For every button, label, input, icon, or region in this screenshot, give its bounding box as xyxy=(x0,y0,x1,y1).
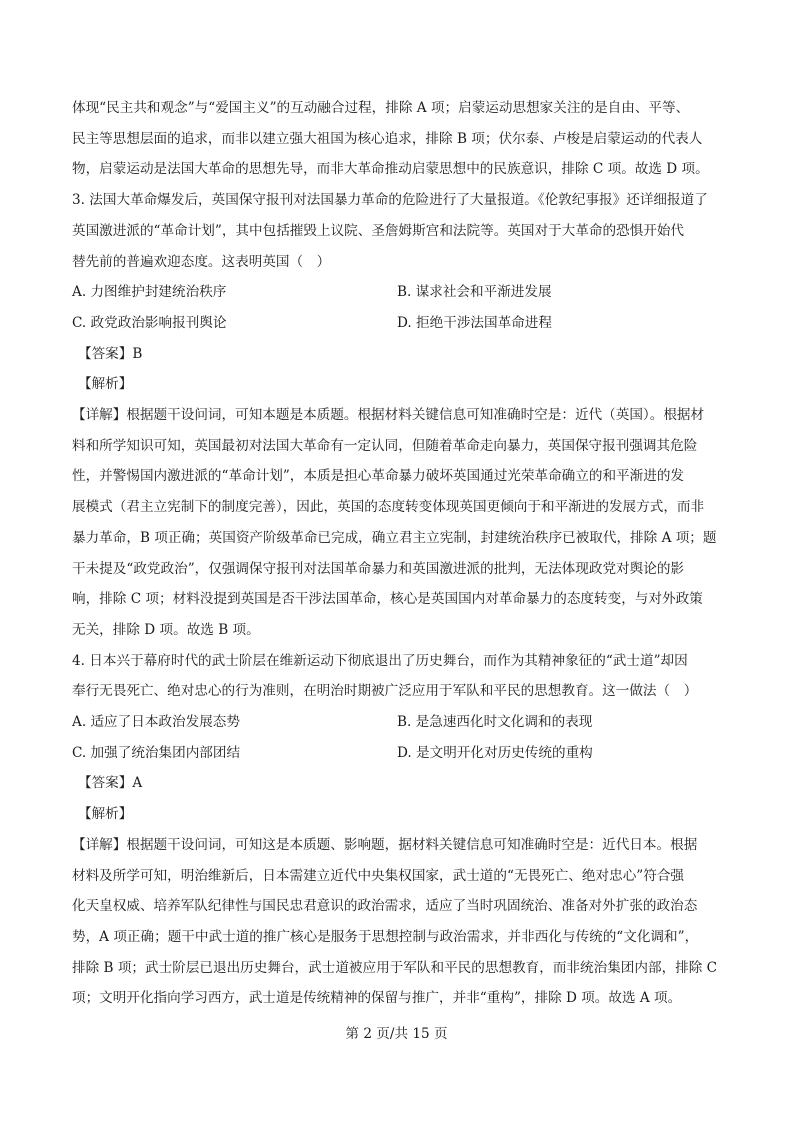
question-stem-line: 奉行无畏死亡、绝对忠心的行为准则，在明治时期被广泛应用于军队和平民的思想教育。这一做法（ ） xyxy=(72,683,698,700)
question-stem-line: 4. 日本兴于幕府时代的武士阶层在维新运动下彻底退出了历史舞台，而作为其精神象征的“武士道”却因 xyxy=(72,652,688,669)
option-d: D. 拒绝干涉法国革命进程 xyxy=(397,314,552,331)
detail-line: 【详解】根据题干设问词，可知本题是本质题。根据材料关键信息可知准确时空是：近代（英国）。根据材 xyxy=(72,407,705,424)
detail-line: 暴力革命，B 项正确；英国资产阶级革命已完成，确立君主立宪制，封建统治秩序已被取代，排除 A 项；题 xyxy=(72,529,717,546)
page-footer xyxy=(0,1022,793,1042)
options-row xyxy=(72,707,722,738)
option-d: D. 是文明开化对历史传统的重构 xyxy=(397,744,593,761)
detail-line: 料和所学知识可知，英国最初对法国大革命有一定认同，但随着革命走向暴力，英国保守报刊强调其危险 xyxy=(72,437,698,454)
answer-label: 【答案】B xyxy=(78,345,143,362)
analysis-label: 【解析】 xyxy=(78,806,133,823)
detail-line: 项；文明开化指向学习西方，武士道是传统精神的保留与推广，并非“重构”，排除 D 项。故选 A 项。 xyxy=(72,990,682,1007)
question-stem-line: 英国激进派的“革命计划”，其中包括摧毁上议院、圣詹姆斯宫和法院等。英国对于大革命的恐惧开始代 xyxy=(72,222,685,239)
detail-line: 响，排除 C 项；材料没提到英国是否干涉法国革命，核心是英国国内对革命暴力的态度转变，与对外政策 xyxy=(72,591,703,608)
option-a: A. 力图维护封建统治秩序 xyxy=(72,284,227,301)
option-c: C. 政党政治影响报刊舆论 xyxy=(72,314,227,331)
detail-line: 展模式（君主立宪制下的制度完善），因此，英国的态度转变体现英国更倾向于和平渐进的发展方式，而非 xyxy=(72,499,705,516)
options-row xyxy=(72,738,722,769)
text-line: 体现“民主共和观念”与“爱国主义”的互动融合过程，排除 A 项；启蒙运动思想家关注的是自由、平等、 xyxy=(72,100,690,116)
previous-explanation xyxy=(72,93,722,185)
detail-line: 性，并警惕国内激进派的“革命计划”，本质是担心革命暴力破坏英国通过光荣革命确立的和平渐进的发 xyxy=(72,468,685,485)
detail-line: 无关，排除 D 项。故选 B 项。 xyxy=(72,621,260,638)
option-c: C. 加强了统治集团内部团结 xyxy=(72,744,241,761)
question-stem-line: 3. 法国大革命爆发后，英国保守报刊对法国暴力革命的危险进行了大量报道。《伦敦纪事报》还详细报道了 xyxy=(72,192,708,209)
text-line: 民主等思想层面的追求，而非以建立强大祖国为核心追求，排除 B 项；伏尔泰、卢梭是启蒙运动的代表人 xyxy=(72,130,703,147)
answer-label: 【答案】A xyxy=(78,775,143,792)
page-number: 第 2 页/共 15 页 xyxy=(345,1026,448,1042)
page-content xyxy=(72,93,722,1014)
question-4 xyxy=(72,646,722,1014)
detail-line: 干未提及“政党政治”，仅强调保守报刊对法国革命暴力和英国激进派的批判，无法体现政党对舆论的影 xyxy=(72,560,685,577)
detail-line: 材料及所学可知，明治维新后，日本需建立近代中央集权国家，武士道的“无畏死亡、绝对忠心”符合强 xyxy=(72,867,685,884)
detail-line: 排除 B 项；武士阶层已退出历史舞台，武士道被应用于军队和平民的思想教育，而非统治集团内部，排除 C xyxy=(72,959,718,976)
question-3 xyxy=(72,185,722,646)
detail-line: 化天皇权威、培养军队纪律性与国民忠君意识的政治需求，适应了当时巩固统治、准备对外扩张的政治态 xyxy=(72,898,698,915)
analysis-label: 【解析】 xyxy=(78,376,133,393)
options-row xyxy=(72,308,722,339)
text-line: 物，启蒙运动是法国大革命的思想先导，而非大革命推动启蒙思想中的民族意识，排除 C 项。故选 D 项。 xyxy=(72,161,709,178)
option-b: B. 是急速西化时文化调和的表现 xyxy=(397,714,593,731)
option-b: B. 谋求社会和平渐进发展 xyxy=(397,284,552,301)
question-stem-line: 替先前的普遍欢迎态度。这表明英国（ ） xyxy=(72,253,331,270)
detail-line: 【详解】根据题干设问词，可知这是本质题、影响题，据材料关键信息可知准确时空是：近代日本。根据 xyxy=(72,836,698,853)
option-a: A. 适应了日本政治发展态势 xyxy=(72,714,240,731)
detail-line: 势，A 项正确；题干中武士道的推广核心是服务于思想控制与政治需求，并非西化与传统的“文化调和”， xyxy=(72,928,699,945)
options-row xyxy=(72,277,722,308)
